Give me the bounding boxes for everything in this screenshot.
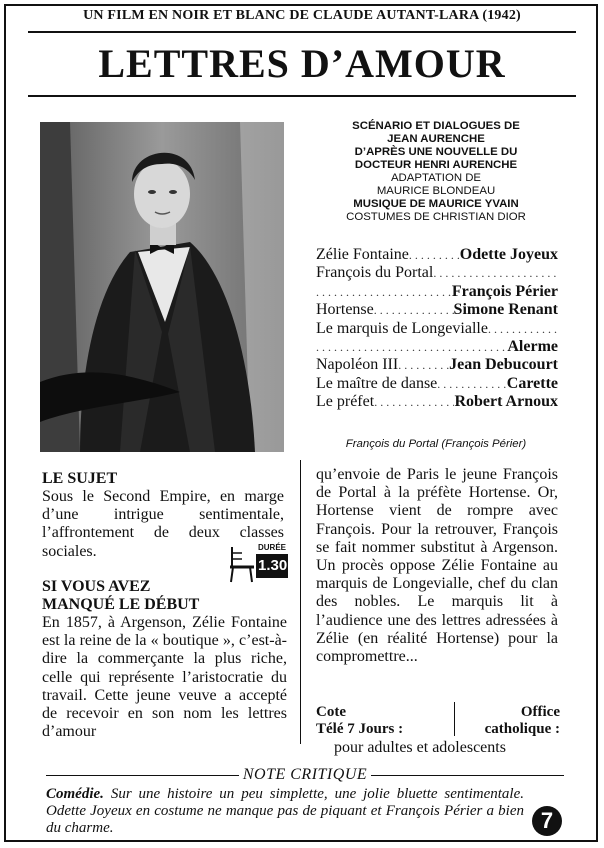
leader-dots [437,375,506,393]
office-label-2: catholique : [484,721,560,737]
cast-role: Le maître de danse [316,374,438,392]
cast-row [316,264,558,282]
sujet-text: Sous le Second Empire, en marge d’une intrigue sentimentale, l’affrontement de deux classes sociales. [42,488,284,560]
leader-dots [316,283,452,301]
cast-actor: Alerme [507,338,558,356]
credit-scenario-1: SCÉNARIO ET DIALOGUES DE [352,120,520,132]
title-rule [28,95,576,97]
photo-caption: François du Portal (François Périer) [345,438,527,450]
cast-role: Le préfet [316,393,375,411]
cast-actor: François Périer [451,282,558,300]
cote-verdict: pour adultes et adolescents [334,739,506,756]
credit-scenario-4: DOCTEUR HENRI AURENCHE [354,159,518,171]
duree-label: DURÉE [258,543,287,552]
cast-actor: Robert Arnoux [454,393,558,411]
leader-dots [374,301,454,319]
cast-row [316,320,558,338]
film-still-photo [40,122,284,452]
cast-row [316,283,558,301]
duree-box [228,543,290,583]
cast-role: Napoléon III [316,356,399,374]
cast-role: François du Portal [316,264,434,282]
cast-row [316,393,558,411]
credit-musique: MUSIQUE DE MAURICE YVAIN [353,198,519,210]
cast-list [316,246,558,412]
column-divider [300,460,301,744]
cast-row [316,375,558,393]
leader-dots [398,356,449,374]
cast-actor: Carette [506,374,558,392]
cast-actor: Jean Debucourt [449,356,558,374]
cast-actor: Odette Joyeux [459,246,558,263]
note-title-text: NOTE CRITIQUE [242,766,368,783]
note-critique-text [46,786,524,837]
cast-row [316,356,558,374]
note-genre: Comédie. [46,786,104,802]
note-rule-right [371,775,564,776]
credit-costumes: COSTUMES DE CHRISTIAN DIOR [346,211,526,223]
credit-adaptation-1: ADAPTATION DE [390,172,482,184]
cast-row [316,338,558,356]
leader-dots [433,264,558,282]
cast-row [316,301,558,319]
cast-row [316,246,558,264]
credit-scenario-3: D’APRÈS UNE NOUVELLE DU [354,146,518,158]
film-still-illustration [40,122,284,452]
note-critique-title [46,766,564,784]
rappel-text: En 1857, à Argenson, Zélie Fontaine est la reine de la « boutique », c’est-à-dire la commerçante la plus riche, celle qui représente l’aristocratie du travail. Cette jeune veuve a accepté de recevoir en son nom les lettres d’amour [42,614,287,741]
cast-role: Le marquis de Longevialle [316,319,488,337]
leader-dots [409,246,460,264]
credit-scenario-2: JEAN AURENCHE [387,133,485,145]
film-title: LETTRES D’AMOUR [98,41,506,86]
sujet-heading: LE SUJET [42,470,118,487]
note-rule-left [46,775,239,776]
note-body: Sur une histoire un peu simplette, une jolie bluette sentimentale. Odette Joyeux en costume ne manque pas de piquant et François Périer a bien du charme. [46,786,524,836]
cote-label-2: Télé 7 Jours : [316,721,404,737]
cast-actor: Simone Renant [453,301,558,319]
cast-role: Zélie Fontaine [316,246,409,263]
office-label-1: Office [520,704,560,720]
film-credit-line: UN FILM EN NOIR ET BLANC DE CLAUDE AUTANT-LARA (1942) [83,8,521,23]
cote-label-1: Cote [316,704,346,720]
credits-block [306,120,566,224]
rappel-continuation: qu’envoie de Paris le jeune François de Portal à la préfète Hortense. Or, Hortense vient de rompre avec François. Pour la retrouver, François se fait nommer substitut à Argenson. Un procès oppose Zélie Fontaine au marquis de Longevialle, chef du clan des nobles. Le marquis lit à l’audience une des lettres adressées à Zélie (en réalité Hortense) pour la compromettre... [316,466,558,666]
leader-dots [374,393,454,411]
cote-divider [454,702,455,736]
cast-role: Hortense [316,301,374,319]
rappel-heading-1: SI VOUS AVEZ [42,578,151,595]
top-rule [28,31,576,33]
tele7-badge: 7 [532,806,562,836]
duree-value: 1.30 [256,554,288,578]
leader-dots [316,338,507,356]
leader-dots [488,320,558,338]
credit-adaptation-2: MAURICE BLONDEAU [376,185,496,197]
rappel-heading-2: MANQUÉ LE DÉBUT [42,596,200,613]
